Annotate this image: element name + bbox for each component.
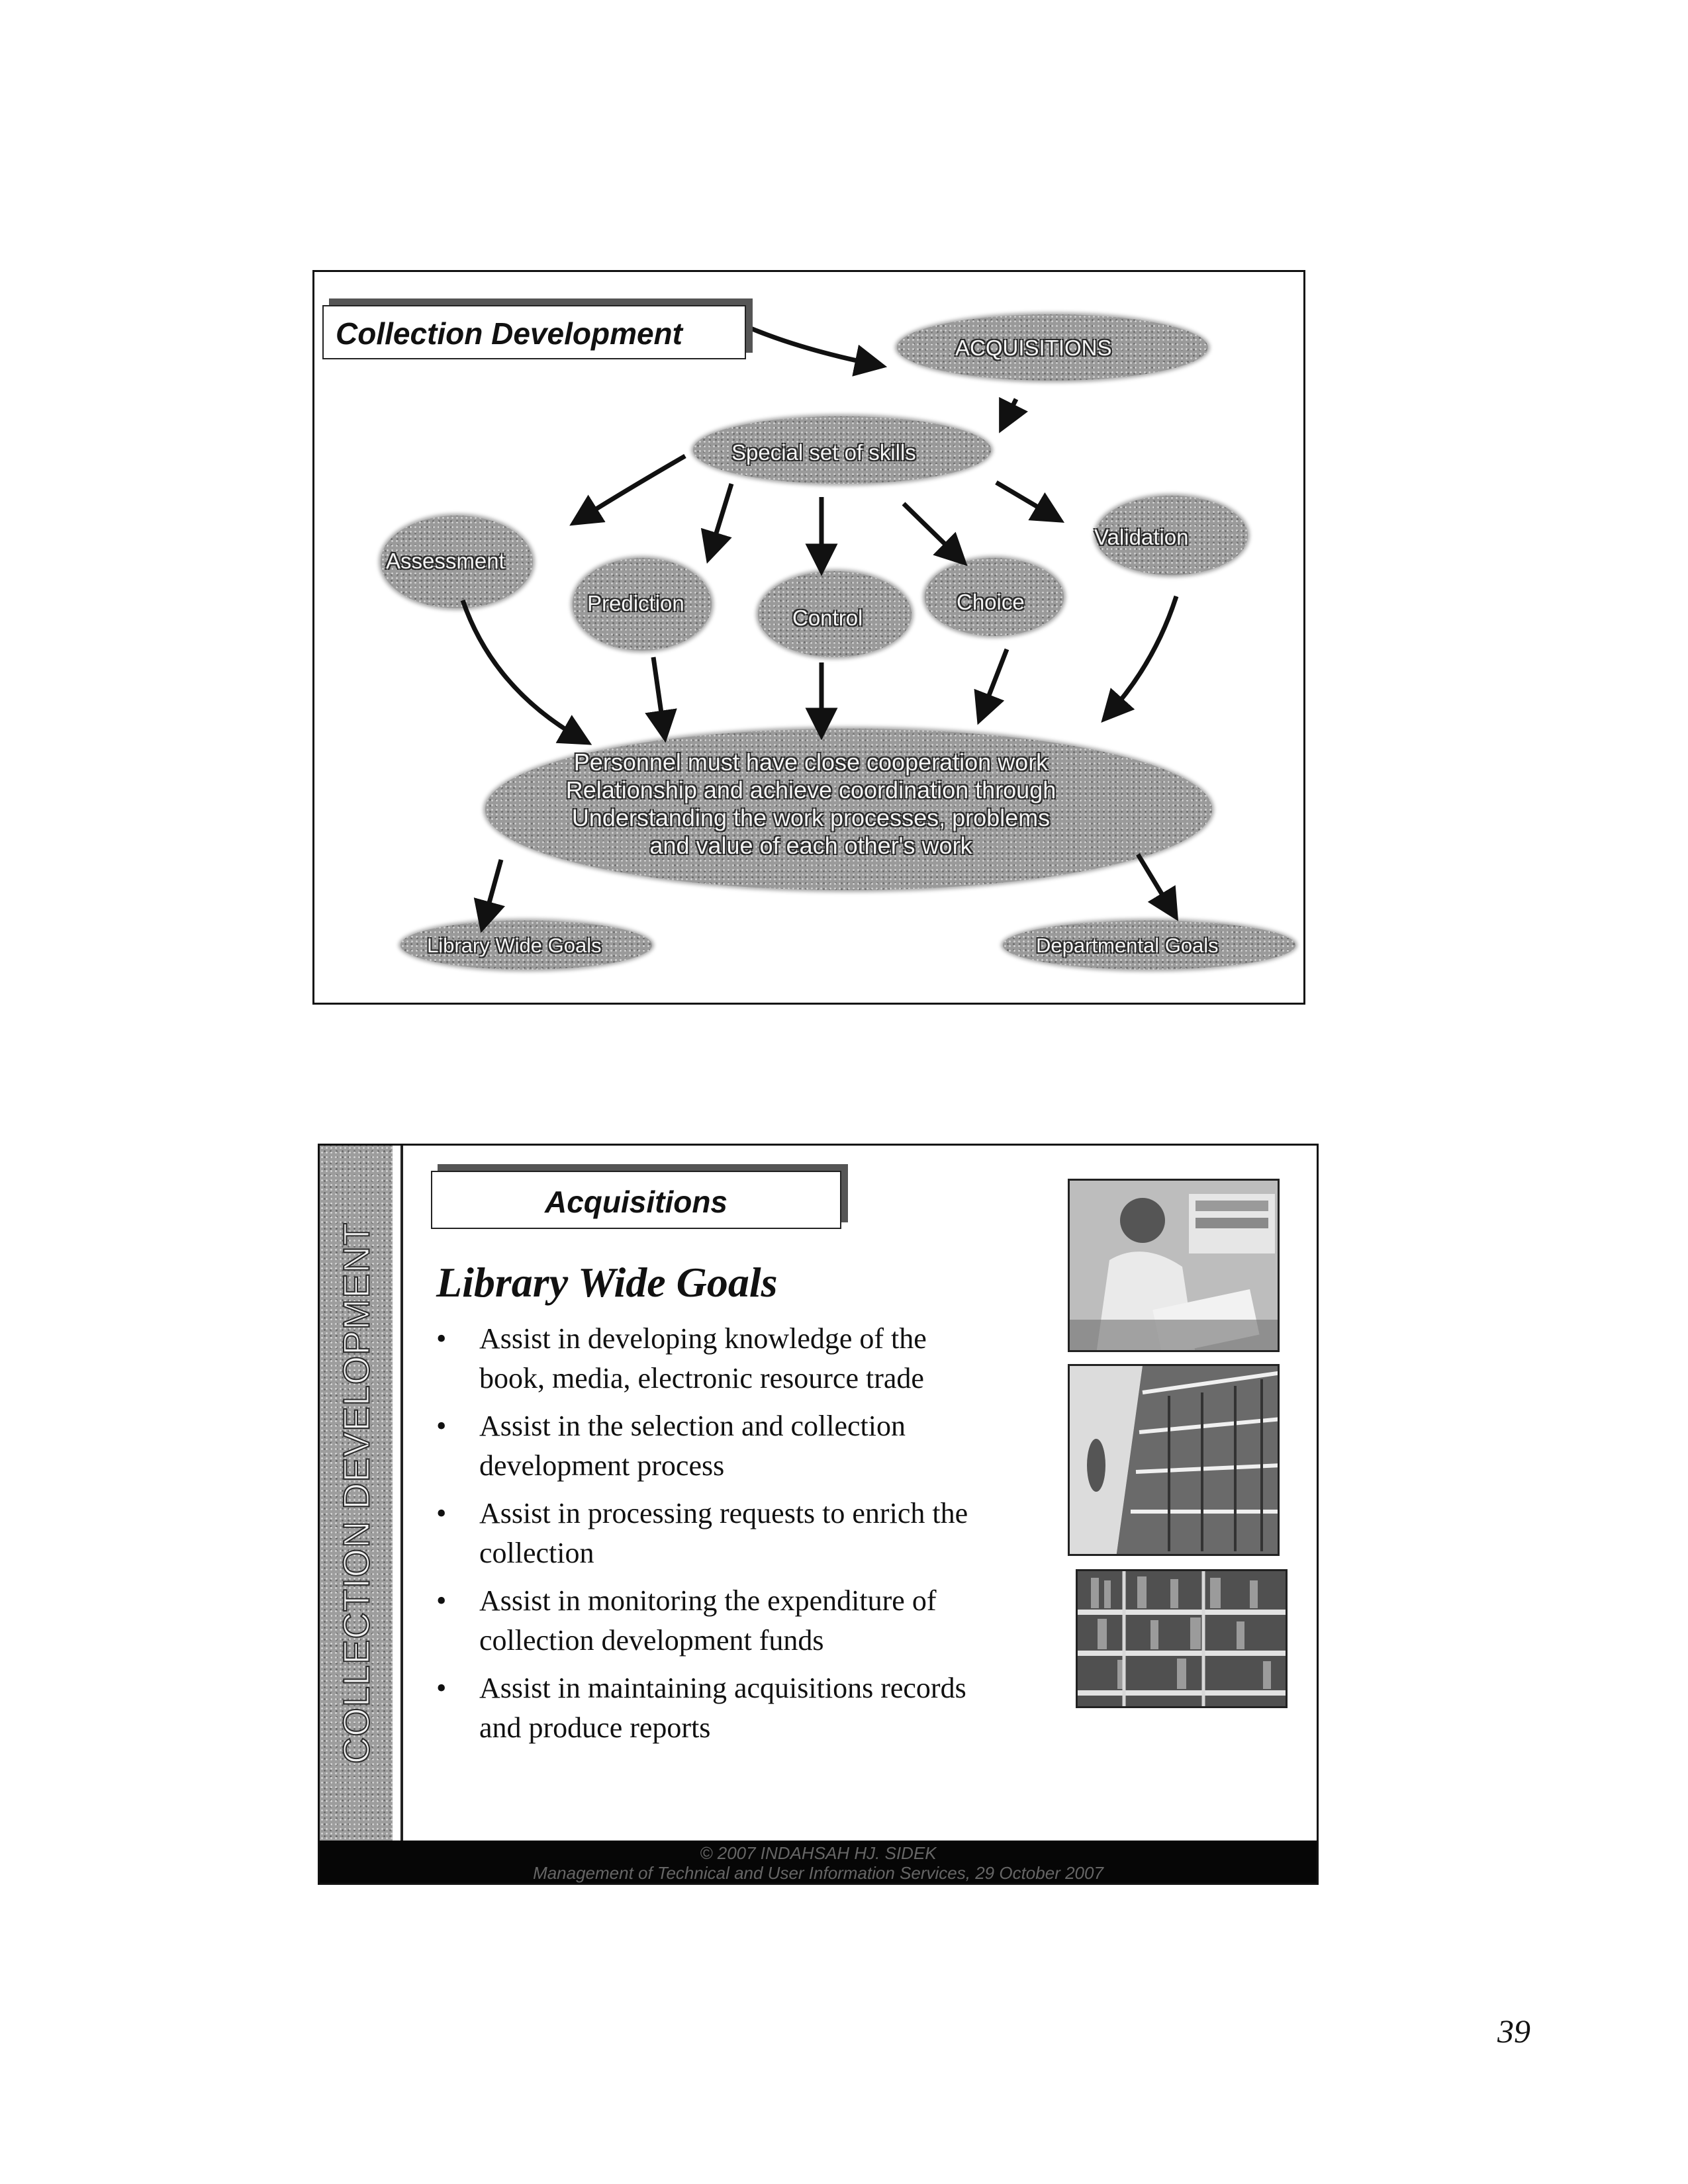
arrow-assessment-to-cooperation — [463, 600, 582, 739]
cooperation-text — [500, 749, 1122, 860]
arrow-acquisitions-to-skills — [1004, 399, 1016, 423]
label-departmental-goals: Departmental Goals — [1036, 934, 1219, 957]
arrow-cooperation-to-departmental-goals — [1138, 854, 1172, 911]
cooperation-line: and value of each other's work — [649, 832, 972, 859]
goal-line: Assist in maintaining acquisitions records — [479, 1672, 966, 1704]
goal-line: Assist in developing knowledge of the — [479, 1322, 927, 1355]
goal-line: Assist in monitoring the expenditure of — [479, 1584, 937, 1617]
slide-collection-development — [312, 270, 1305, 1005]
footer-copyright: © 2007 INDAHSAH HJ. SIDEK — [700, 1843, 937, 1863]
arrow-choice-to-cooperation — [982, 649, 1007, 714]
goal-item — [436, 1668, 1052, 1748]
slide2-title: Acquisitions — [544, 1185, 728, 1219]
bullet-icon: • — [436, 1410, 447, 1442]
arrow-validation-to-cooperation — [1109, 596, 1176, 714]
arrow-skills-to-assessment — [579, 456, 685, 520]
diagram-arrows — [314, 272, 1307, 1007]
goal-line: collection development funds — [479, 1624, 824, 1657]
bullet-icon: • — [436, 1497, 447, 1529]
footer-course: Management of Technical and User Information Services, 29 October 2007 — [533, 1863, 1103, 1883]
arrow-skills-to-validation — [996, 482, 1055, 517]
goal-line: Assist in processing requests to enrich the — [479, 1497, 968, 1529]
label-prediction: Prediction — [587, 591, 684, 615]
goal-item — [436, 1581, 1052, 1661]
photo-librarian-reading — [1068, 1179, 1280, 1352]
goals-list — [436, 1319, 1052, 1756]
goal-item — [436, 1319, 1052, 1398]
arrow-skills-to-choice — [904, 504, 959, 558]
goal-item — [436, 1494, 1052, 1573]
goal-line: book, media, electronic resource trade — [479, 1362, 924, 1394]
page-number: 39 — [1497, 2013, 1530, 2050]
label-acquisitions: ACQUISITIONS — [955, 336, 1112, 360]
photo-library-aisle-image — [1070, 1366, 1280, 1556]
label-assessment: Assessment — [386, 549, 505, 573]
arrow-skills-to-prediction — [710, 484, 731, 553]
goal-line: development process — [479, 1449, 725, 1482]
slide1-title-box — [322, 305, 746, 359]
goal-item — [436, 1406, 1052, 1486]
sidebar-title: COLLECTION DEVELOPMENT — [335, 1222, 377, 1764]
slide-acquisitions — [318, 1144, 1319, 1885]
bullet-icon: • — [436, 1672, 447, 1704]
slide2-footer — [320, 1841, 1317, 1883]
label-library-wide-goals: Library Wide Goals — [427, 934, 602, 957]
cooperation-line: Personnel must have close cooperation work — [573, 749, 1049, 776]
photo-librarian-reading-image — [1070, 1181, 1280, 1352]
bullet-icon: • — [436, 1584, 447, 1617]
photo-bookshelves-image — [1078, 1571, 1288, 1708]
slide2-heading: Library Wide Goals — [436, 1259, 778, 1306]
goal-line: and produce reports — [479, 1711, 711, 1744]
label-control: Control — [792, 606, 863, 630]
label-choice: Choice — [957, 590, 1025, 614]
bullet-icon: • — [436, 1322, 447, 1355]
photo-bookshelves — [1076, 1569, 1288, 1708]
slide1-title: Collection Development — [336, 316, 682, 351]
cooperation-line: Understanding the work processes, problems — [571, 804, 1051, 831]
photo-library-aisle — [1068, 1364, 1280, 1556]
arrow-cooperation-to-library-goals — [484, 860, 501, 922]
sidebar-divider — [400, 1146, 403, 1841]
arrow-prediction-to-cooperation — [653, 657, 664, 731]
cooperation-line: Relationship and achieve coordination through — [565, 776, 1056, 803]
slide2-title-box — [431, 1171, 841, 1229]
label-validation: Validation — [1094, 525, 1189, 549]
sidebar-band — [320, 1146, 393, 1841]
label-special-skills: Special set of skills — [731, 440, 916, 465]
goal-line: Assist in the selection and collection — [479, 1410, 906, 1442]
goal-line: collection — [479, 1537, 594, 1569]
